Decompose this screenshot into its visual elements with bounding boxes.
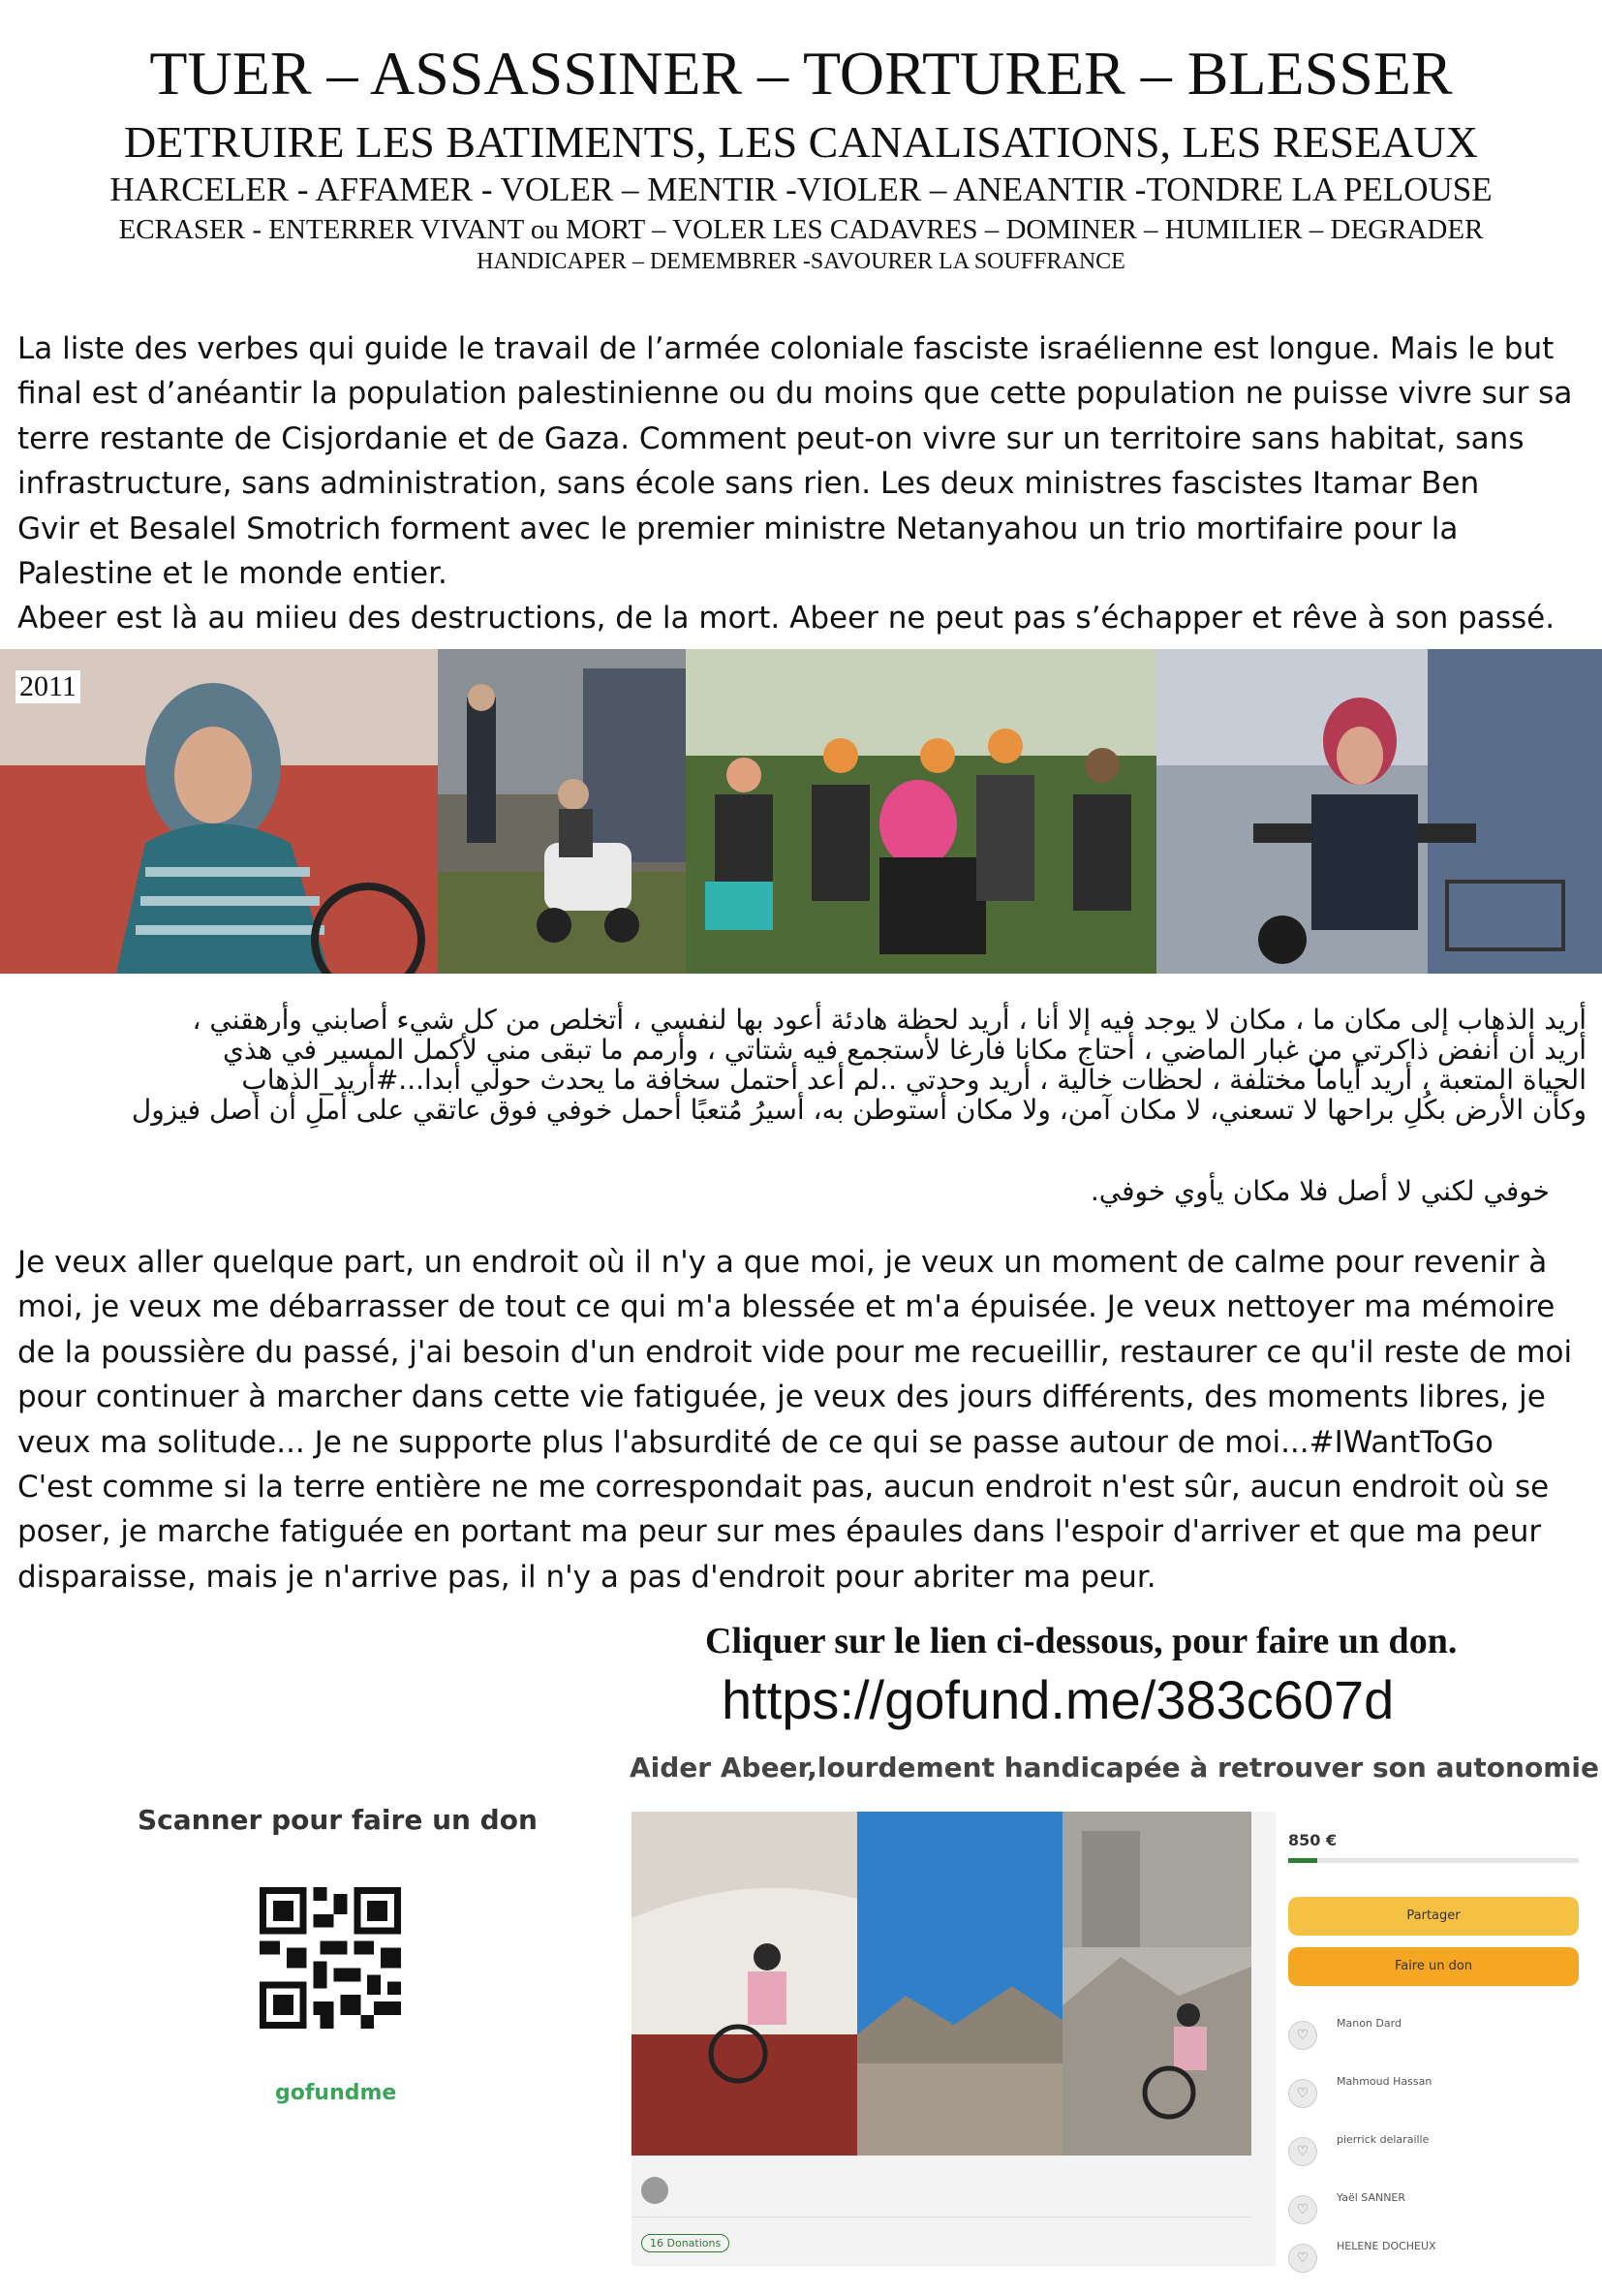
photo-scooter-warehouse bbox=[438, 649, 686, 974]
campaign-photo-rubble bbox=[1063, 1812, 1251, 2156]
translation-line: Je veux aller quelque part, un endroit où il n'y a que moi, je veux un moment de calme pour revenir à bbox=[17, 1245, 1548, 1280]
intro-line: terre restante de Cisjordanie et de Gaza. Comment peut-on vivre sur un territoire sans habitat, sans bbox=[17, 420, 1525, 456]
photo-scooter-street bbox=[1156, 649, 1602, 974]
progress-bar-fill bbox=[1288, 1858, 1317, 1863]
donation-link[interactable]: https://gofund.me/383c607d bbox=[722, 1669, 1395, 1730]
headline-1: TUER – ASSASSINER – TORTURER – BLESSER bbox=[149, 39, 1453, 108]
arabic-line: أريد الذهاب إلى مكان ما ، مكان لا يوجد فيه إلا أنا ، أريد لحظة هادئة أعود بها لنفسي ، أتخلص من كل شيء أصابني وأرهقني ، bbox=[192, 1004, 1587, 1036]
organizer-row bbox=[632, 2175, 1251, 2214]
intro-line: La liste des verbes qui guide le travail de l’armée coloniale fasciste israélienne est longue. Mais le but bbox=[17, 331, 1555, 366]
heart-icon: ♡ bbox=[1288, 2244, 1317, 2273]
headline-2: DETRUIRE LES BATIMENTS, LES CANALISATIONS, LES RESEAUX bbox=[124, 117, 1478, 167]
intro-paragraph bbox=[17, 326, 1587, 641]
donations-badge: 16 Donations bbox=[641, 2234, 729, 2252]
campaign-photo-tent bbox=[632, 1812, 857, 2156]
divider bbox=[632, 2217, 1251, 2218]
campaign-title: Aider Abeer,lourdement handicapée à retrouver son autonomie bbox=[630, 1752, 1599, 1784]
arabic-line: الحياة المتعبة ، أريد أياماً مختلفة ، لحظات خالية ، أريد وحدتي ..لم أعد أحتمل سخافة ما يحدث حولي أبدا...#أريد_الذهاب bbox=[241, 1064, 1587, 1096]
donor-name: Yaël SANNER bbox=[1337, 2191, 1406, 2204]
translation-line: pour continuer à marcher dans cette vie fatiguée, je veux des jours différents, des moments libres, je bbox=[17, 1380, 1546, 1415]
headline-3: HARCELER - AFFAMER - VOLER – MENTIR -VIOLER – ANEANTIR -TONDRE LA PELOUSE bbox=[109, 171, 1493, 208]
avatar bbox=[641, 2177, 668, 2204]
donor-item bbox=[1288, 2131, 1579, 2189]
donor-name: Mahmoud Hassan bbox=[1337, 2075, 1433, 2088]
share-button[interactable]: Partager bbox=[1288, 1897, 1579, 1936]
donor-item bbox=[1288, 2238, 1579, 2296]
qr-code-icon[interactable] bbox=[260, 1887, 401, 2029]
scan-label: Scanner pour faire un don bbox=[138, 1804, 538, 1836]
amount-raised: 850 € bbox=[1288, 1831, 1338, 1849]
donor-name: HELENE DOCHEUX bbox=[1337, 2240, 1436, 2252]
campaign-photo-sky bbox=[857, 1812, 1063, 2156]
donation-call-to-action: Cliquer sur le lien ci-dessous, pour faire un don. bbox=[705, 1621, 1458, 1661]
heart-icon: ♡ bbox=[1288, 2079, 1317, 2108]
donor-item bbox=[1288, 2073, 1579, 2131]
photo-year-label: 2011 bbox=[15, 670, 80, 703]
arabic-line: خوفي لكني لا أصل فلا مكان يأوي خوفي. bbox=[1090, 1175, 1550, 1207]
translation-line: veux ma solitude... Je ne supporte plus l'absurdité de ce qui se passe autour de moi...#IWantToGo bbox=[17, 1424, 1494, 1460]
campaign-screenshot bbox=[632, 1812, 1600, 2266]
donor-item bbox=[1288, 2015, 1579, 2073]
intro-line: infrastructure, sans administration, sans école sans rien. Les deux ministres fascistes Itamar Ben bbox=[17, 466, 1480, 502]
arabic-line: أريد أن أنفض ذاكرتي من غبار الماضي ، أحتاج مكانا فارغا لأستجمع فيه شتاتي ، وأرمم ما تبقى مني لأكمل المسير في هذي bbox=[222, 1034, 1587, 1066]
donate-button[interactable]: Faire un don bbox=[1288, 1947, 1579, 1986]
arabic-text bbox=[8, 1005, 1587, 1125]
intro-line: Abeer est là au miieu des destructions, de la mort. Abeer ne peut pas s’échapper et rêve à son passé. bbox=[17, 601, 1556, 636]
gofundme-logo: gofundme bbox=[275, 2081, 397, 2105]
translation-paragraph bbox=[17, 1240, 1587, 1599]
photo-outdoor-gathering bbox=[686, 649, 1156, 974]
translation-line: de la poussière du passé, j'ai besoin d'un endroit vide pour me recueillir, restaurer ce qu'il reste de moi bbox=[17, 1334, 1573, 1370]
heart-icon: ♡ bbox=[1288, 2195, 1317, 2224]
heart-icon: ♡ bbox=[1288, 2137, 1317, 2166]
arabic-line: وكأن الأرض بكُلِ براحها لا تسعني، لا مكان آمن، ولا مكان أستوطن به، أسيرُ مُتعبًا أحمل خوفي فوق عاتقي على أملِ أن أصل فيزول bbox=[131, 1094, 1587, 1126]
translation-line: moi, je veux me débarrasser de tout ce qui m'a blessée et m'a épuisée. Je veux nettoyer ma mémoire bbox=[17, 1289, 1556, 1325]
translation-line: disparaisse, mais je n'arrive pas, il n'y a pas d'endroit pour abriter ma peur. bbox=[17, 1559, 1156, 1595]
donor-name: Manon Dard bbox=[1337, 2017, 1402, 2030]
translation-line: C'est comme si la terre entière ne me correspondait pas, aucun endroit n'est sûr, aucun endroit où se bbox=[17, 1470, 1550, 1505]
arabic-last-line bbox=[0, 1176, 1550, 1206]
intro-line: Gvir et Besalel Smotrich forment avec le premier ministre Netanyahou un trio mortifaire pour la bbox=[17, 511, 1459, 546]
heart-icon: ♡ bbox=[1288, 2021, 1317, 2050]
headline-5: HANDICAPER – DEMEMBRER -SAVOURER LA SOUFFRANCE bbox=[477, 249, 1125, 274]
donor-name: pierrick delaraille bbox=[1337, 2133, 1430, 2146]
translation-line: poser, je marche fatiguée en portant ma peur sur mes épaules dans l'espoir d'arriver et que ma peur bbox=[17, 1514, 1542, 1550]
progress-bar bbox=[1288, 1858, 1579, 1863]
intro-line: Palestine et le monde entier. bbox=[17, 556, 447, 592]
headline-4: ECRASER - ENTERRER VIVANT ou MORT – VOLER LES CADAVRES – DOMINER – HUMILIER – DEGRADER bbox=[118, 214, 1484, 245]
intro-line: final est d’anéantir la population palestinienne ou du moins que cette population ne puisse vivre sur sa bbox=[17, 376, 1573, 412]
